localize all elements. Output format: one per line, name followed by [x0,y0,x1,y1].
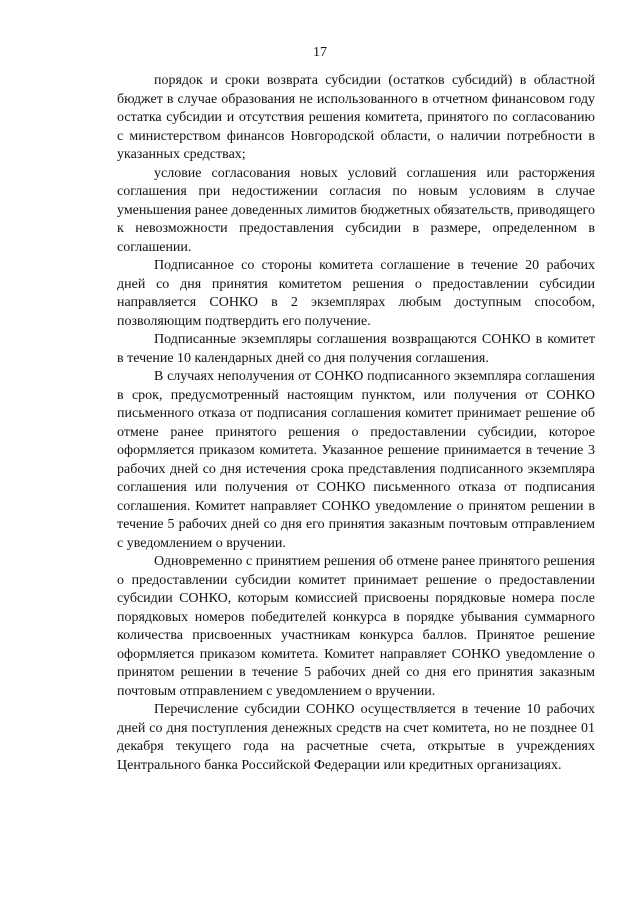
paragraph-return-order: порядок и сроки возврата субсидии (остатков субсидий) в областной бюджет в случае образования не использованного в отчетном финансовом году остатка субсидии и отсутствия решения комитета, принятого по согласованию с министерством финансов Новгородской области, о наличии потребности в указанных средствах; [117,73,595,162]
document-body [117,72,595,775]
paragraph-signed-agreement: Подписанное со стороны комитета соглашение в течение 20 рабочих дней со дня принятия комитетом решения о предоставлении субсидии направляется СОНКО в 2 экземплярах любым доступным способом, позволяющим подтвердить его получение. [117,258,595,329]
paragraph-simultaneous-decision: Одновременно с принятием решения об отмене ранее принятого решения о предоставлении субсидии комитет принимает решение о предоставлении субсидии СОНКО, которым комиссией присвоены порядковые номера после порядковых номеров победителей конкурса в порядке убывания суммарного количества присвоенных участникам конкурса баллов. Принятое решение оформляется приказом комитета. Комитет направляет СОНКО уведомление о принятом решении в течение 5 рабочих дней со дня его принятия заказным почтовым отправлением с уведомлением о вручении. [117,554,595,699]
paragraph-return-copies: Подписанные экземпляры соглашения возвращаются СОНКО в комитет в течение 10 календарных дней со дня получения соглашения. [117,332,595,366]
paragraph-agreement-conditions: условие согласования новых условий соглашения или расторжения соглашения при недостижении согласия по новым условиям в случае уменьшения ранее доведенных лимитов бюджетных обязательств, приводящего к невозможности предоставления субсидии в размере, определенном в соглашении. [117,165,595,255]
paragraph-non-receipt: В случаях неполучения от СОНКО подписанного экземпляра соглашения в срок, предусмотренный настоящим пунктом, или получения от СОНКО письменного отказа от подписания соглашения комитет принимает решение об отмене ранее принятого решения о предоставлении субсидии, которое оформляется приказом комитета. Указанное решение принимается в течение 3 рабочих дней со дня истечения срока представления подписанного экземпляра соглашения или получения от СОНКО письменного отказа от подписания соглашения. Комитет направляет СОНКО уведомление о принятом решении в течение 5 рабочих дней со дня его принятия заказным почтовым отправлением с уведомлением о вручении. [117,369,595,551]
page-number: 17 [313,45,327,60]
paragraph-transfer: Перечисление субсидии СОНКО осуществляется в течение 10 рабочих дней со дня поступления денежных средств на счет комитета, но не позднее 01 декабря текущего года на расчетные счета, открытые в учреждениях Центрального банка Российской Федерации или кредитных организациях. [117,702,595,773]
